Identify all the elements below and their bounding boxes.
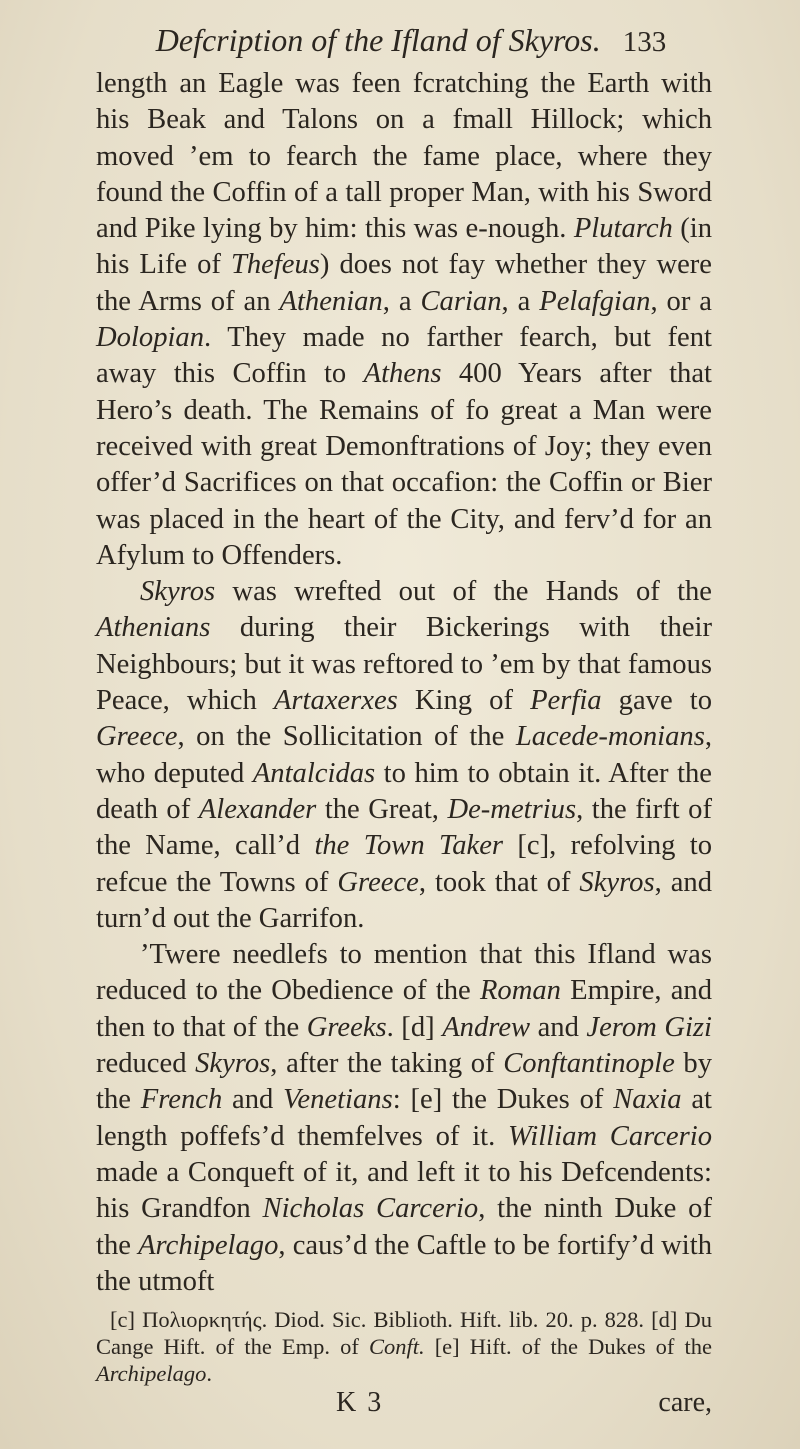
footnotes <box>96 1306 712 1387</box>
body-text <box>96 66 712 1300</box>
page-number: 133 <box>622 26 667 58</box>
signature-mark: K 3 <box>336 1387 384 1419</box>
paragraph-roman-empire: ’Twere needlefs to mention that this Ifland was reduced to the Obedience of the Roman Empire, and then to that of the Greeks. [d] Andrew and Jerom Gizi reduced Skyros, after the taking of Conftantinople by the French and Venetians: [e] the Dukes of Naxia at length poffefs’d themfelves of it. William Carcerio made a Conqueft of it, and left it to his Defcendents: his Grandfon Nicholas Carcerio, the ninth Duke of the Archipelago, caus’d the Caftle to be fortify’d with the utmoft <box>96 939 713 1297</box>
paragraph-eagle: length an Eagle was feen fcratching the Earth with his Beak and Talons on a fmall Hillock; which moved ’em to fearch the fame place, where they found the Coffin of a tall proper Man, with his Sword and Pike lying by him: this was e-nough. Plutarch (in his Life of Thefeus) does not fay whether they were the Arms of an Athenian, a Carian, a Pelafgian, or a Dolopian. They made no farther fearch, but fent away this Coffin to Athens 400 Years after that Hero’s death. The Remains of fo great a Man were received with great Demonftrations of Joy; they even offer’d Sacrifices on that occafion: the Coffin or Bier was placed in the heart of the City, and ferv’d for an Afylum to Offenders. <box>96 68 712 571</box>
paragraph-skyros-wrested: Skyros was wrefted out of the Hands of the Athenians during their Bickerings with their Neighbours; but it was reftored to ’em by that famous Peace, which Artaxerxes King of Perfia gave to Greece, on the Sollicitation of the Lacede-monians, who deputed Antalcidas to him to obtain it. After the death of Alexander the Great, De-metrius, the firft of the Name, call’d the Town Taker [c], refolving to refcue the Towns of Greece, took that of Skyros, and turn’d out the Garrifon. <box>96 576 713 934</box>
catchword: care, <box>658 1387 712 1419</box>
running-head <box>110 20 712 62</box>
footnote-block: [c] Πολιορκητής. Diod. Sic. Biblioth. Hift. lib. 20. p. 828. [d] Du Cange Hift. of the Emp. of Conft. [e] Hift. of the Dukes of the Archipelago. <box>96 1307 712 1387</box>
page-footer <box>96 1387 712 1419</box>
running-head-title: Defcription of the Ifland of Skyros. <box>155 22 601 58</box>
